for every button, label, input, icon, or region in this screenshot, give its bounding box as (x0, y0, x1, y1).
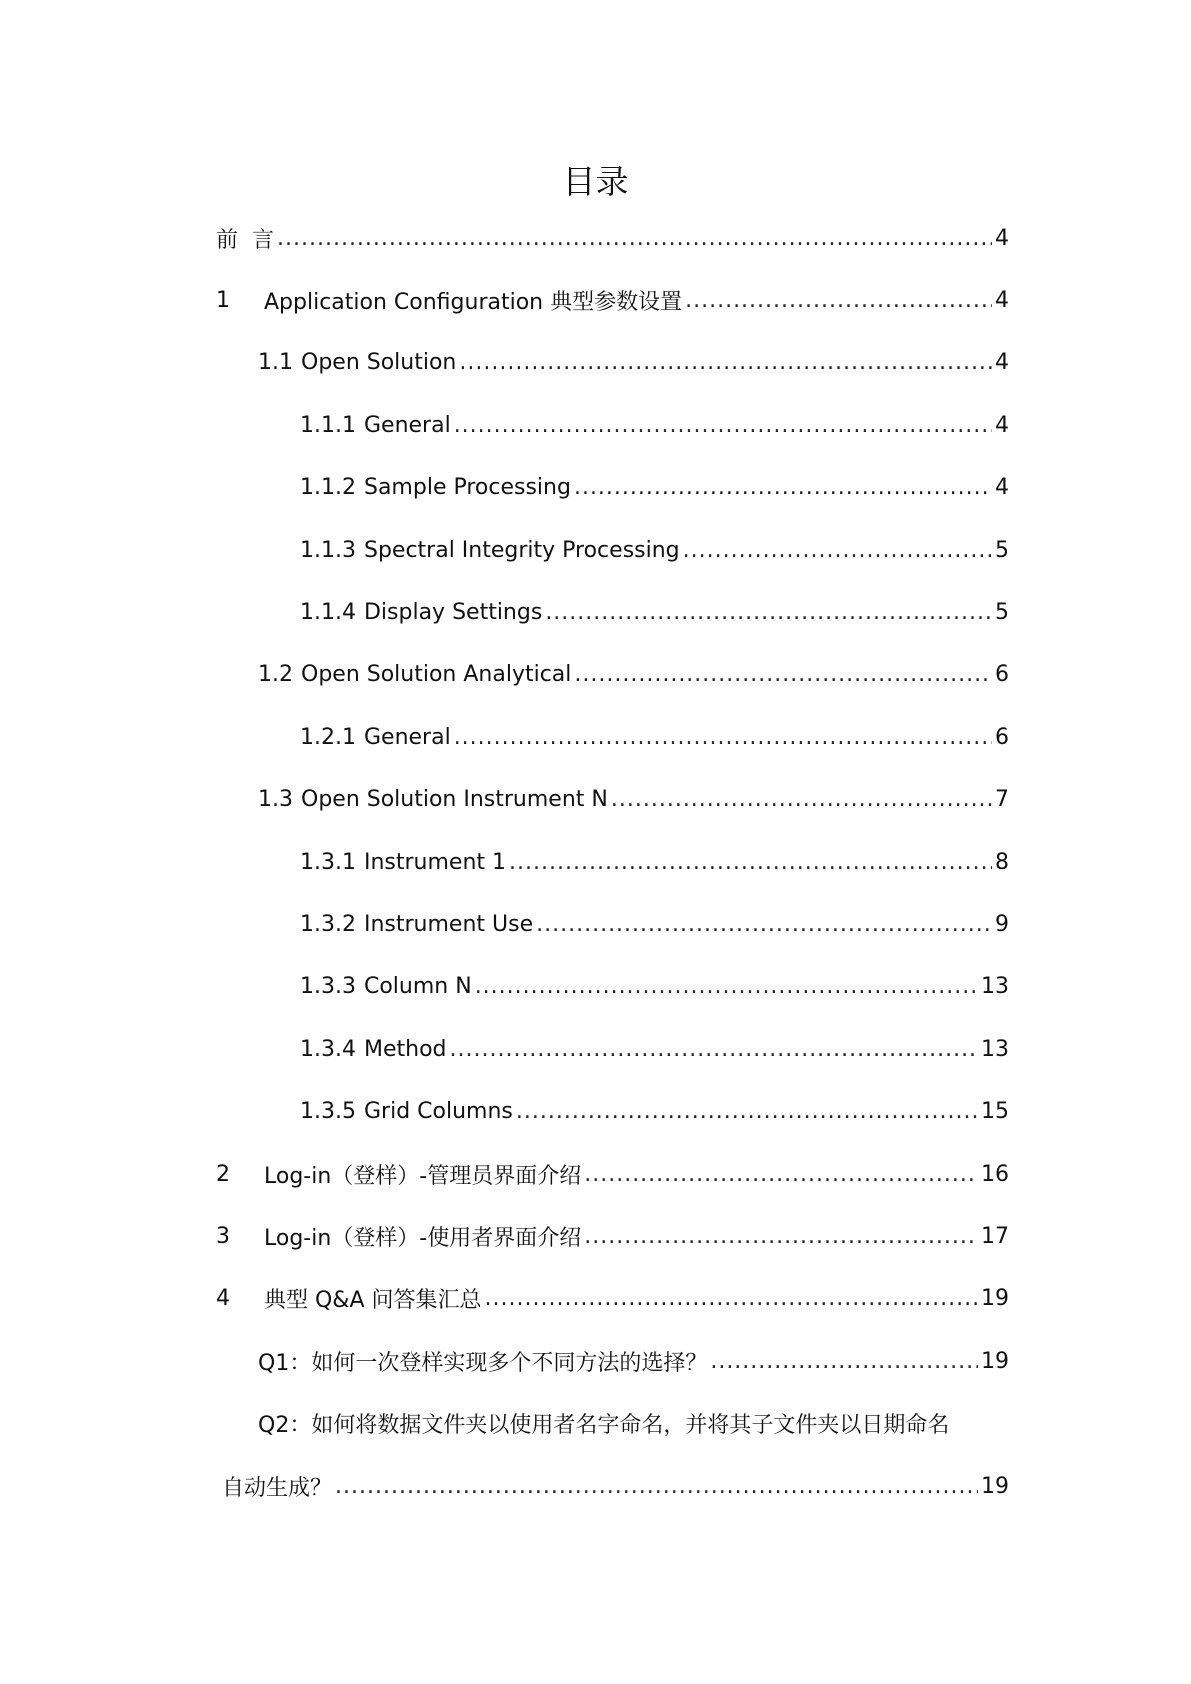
toc-entry-title: Sample Processing (363, 475, 571, 501)
toc-entry[interactable] (216, 956, 1009, 1018)
toc-entry-number: 1.3.3 (300, 974, 356, 1000)
toc-entry-title: Instrument 1 (363, 849, 507, 875)
toc-entry-title: Q2：如何将数据文件夹以使用者名字命名，并将其子文件夹以日期命名 (258, 1413, 950, 1439)
toc-entry-page: 4 (995, 288, 1009, 314)
toc-entry-page: 9 (995, 911, 1009, 937)
table-of-contents (216, 207, 1009, 1517)
toc-entry-title: Q1：如何一次登样实现多个不同方法的选择？ (258, 1350, 708, 1376)
toc-entry-number: 1.3.5 (300, 1099, 356, 1125)
dot-leader (509, 850, 992, 875)
dot-leader (545, 600, 992, 625)
dot-leader (685, 288, 992, 313)
dot-leader (516, 1099, 978, 1124)
dot-leader (710, 1349, 978, 1374)
toc-entry[interactable] (216, 1018, 1009, 1080)
toc-entry-title: Open Solution Instrument N (301, 787, 608, 813)
dot-leader (277, 226, 992, 251)
dot-leader (611, 787, 992, 812)
dot-leader (584, 1162, 978, 1187)
dot-leader (450, 1037, 979, 1062)
toc-entry-page: 4 (995, 350, 1009, 376)
toc-entry-page: 13 (981, 974, 1009, 1000)
toc-entry-page: 4 (995, 412, 1009, 438)
toc-entry[interactable] (216, 457, 1009, 519)
toc-entry-number: 1.1.3 (300, 537, 356, 563)
toc-entry-title: Column N (363, 974, 472, 1000)
toc-entry[interactable] (216, 1080, 1009, 1142)
toc-entry[interactable] (216, 1205, 1009, 1267)
toc-entry-number: 1 (216, 288, 230, 314)
toc-entry-number: 3 (216, 1223, 230, 1249)
toc-entry-number: 1.2.1 (300, 724, 356, 750)
toc-entry-number: 2 (216, 1161, 230, 1187)
dot-leader (459, 350, 992, 375)
toc-entry[interactable] (216, 769, 1009, 831)
toc-entry-number: 1.1.1 (300, 412, 356, 438)
toc-entry[interactable] (216, 1143, 1009, 1205)
toc-entry-title: General (363, 724, 451, 750)
toc-entry-page: 6 (995, 662, 1009, 688)
toc-entry[interactable] (216, 332, 1009, 394)
toc-entry-page: 4 (995, 225, 1009, 251)
toc-entry[interactable] (216, 269, 1009, 331)
toc-entry-title: Open Solution Analytical (301, 662, 572, 688)
toc-entry-title: Application Configuration 典型参数设置 (264, 290, 683, 316)
toc-entry-title: 自动生成？ (222, 1475, 333, 1501)
dot-leader (536, 912, 992, 937)
toc-entry-page: 13 (981, 1036, 1009, 1062)
toc-entry[interactable] (216, 706, 1009, 768)
toc-entry[interactable] (216, 581, 1009, 643)
toc-entry-title: Log-in（登样）-管理员界面介绍 (264, 1163, 582, 1189)
toc-entry-title: Log-in（登样）-使用者界面介绍 (264, 1225, 582, 1251)
dot-leader (454, 413, 992, 438)
dot-leader (475, 974, 978, 999)
toc-entry-number: 1.3.4 (300, 1036, 356, 1062)
toc-entry[interactable] (216, 1268, 1009, 1330)
toc-entry-page: 19 (981, 1348, 1009, 1374)
toc-entry-title: 典型 Q&A 问答集汇总 (264, 1288, 482, 1314)
toc-entry-page: 8 (995, 849, 1009, 875)
toc-entry-title: General (363, 412, 451, 438)
dot-leader (574, 662, 992, 687)
toc-entry-number: 1.1 (258, 350, 293, 376)
toc-entry-number: 1.3 (258, 787, 293, 813)
toc-entry-page: 4 (995, 475, 1009, 501)
toc-entry-page: 5 (995, 537, 1009, 563)
toc-entry-page: 5 (995, 600, 1009, 626)
toc-entry[interactable] (216, 1330, 1009, 1392)
toc-entry-number: 1.1.2 (300, 475, 356, 501)
toc-entry-title: Open Solution (301, 350, 457, 376)
dot-leader (485, 1286, 978, 1311)
toc-entry-number: 1.3.1 (300, 849, 356, 875)
toc-entry[interactable] (216, 207, 1009, 269)
toc-entry-page: 6 (995, 724, 1009, 750)
toc-entry-title: Grid Columns (363, 1099, 513, 1125)
toc-entry-number: 1.2 (258, 662, 293, 688)
toc-entry-title: Method (363, 1036, 447, 1062)
toc-entry-page: 19 (981, 1473, 1009, 1499)
toc-entry-title: Spectral Integrity Processing (363, 537, 680, 563)
toc-entry-title: 前 言 (216, 227, 274, 253)
toc-entry-number: 1.1.4 (300, 600, 356, 626)
toc-entry-number: 4 (216, 1286, 230, 1312)
toc-entry-page: 19 (981, 1286, 1009, 1312)
dot-leader (574, 475, 992, 500)
toc-entry[interactable] (216, 394, 1009, 456)
toc-entry-number: 1.3.2 (300, 911, 356, 937)
toc-entry[interactable] (216, 644, 1009, 706)
dot-leader (335, 1474, 978, 1499)
dot-leader (683, 538, 992, 563)
toc-entry-page: 15 (981, 1099, 1009, 1125)
dot-leader (454, 725, 992, 750)
toc-entry-page: 7 (995, 787, 1009, 813)
toc-entry[interactable] (216, 893, 1009, 955)
toc-entry[interactable] (216, 831, 1009, 893)
toc-entry-q2-continued[interactable] (216, 1455, 1009, 1517)
toc-entry-title: Instrument Use (363, 911, 534, 937)
page-title: 目录 (562, 162, 629, 201)
toc-entry-title: Display Settings (363, 600, 543, 626)
toc-entry-page: 17 (981, 1223, 1009, 1249)
toc-entry[interactable] (216, 519, 1009, 581)
toc-entry-page: 16 (981, 1161, 1009, 1187)
dot-leader (584, 1224, 978, 1249)
toc-entry-q2[interactable] (216, 1392, 1009, 1454)
